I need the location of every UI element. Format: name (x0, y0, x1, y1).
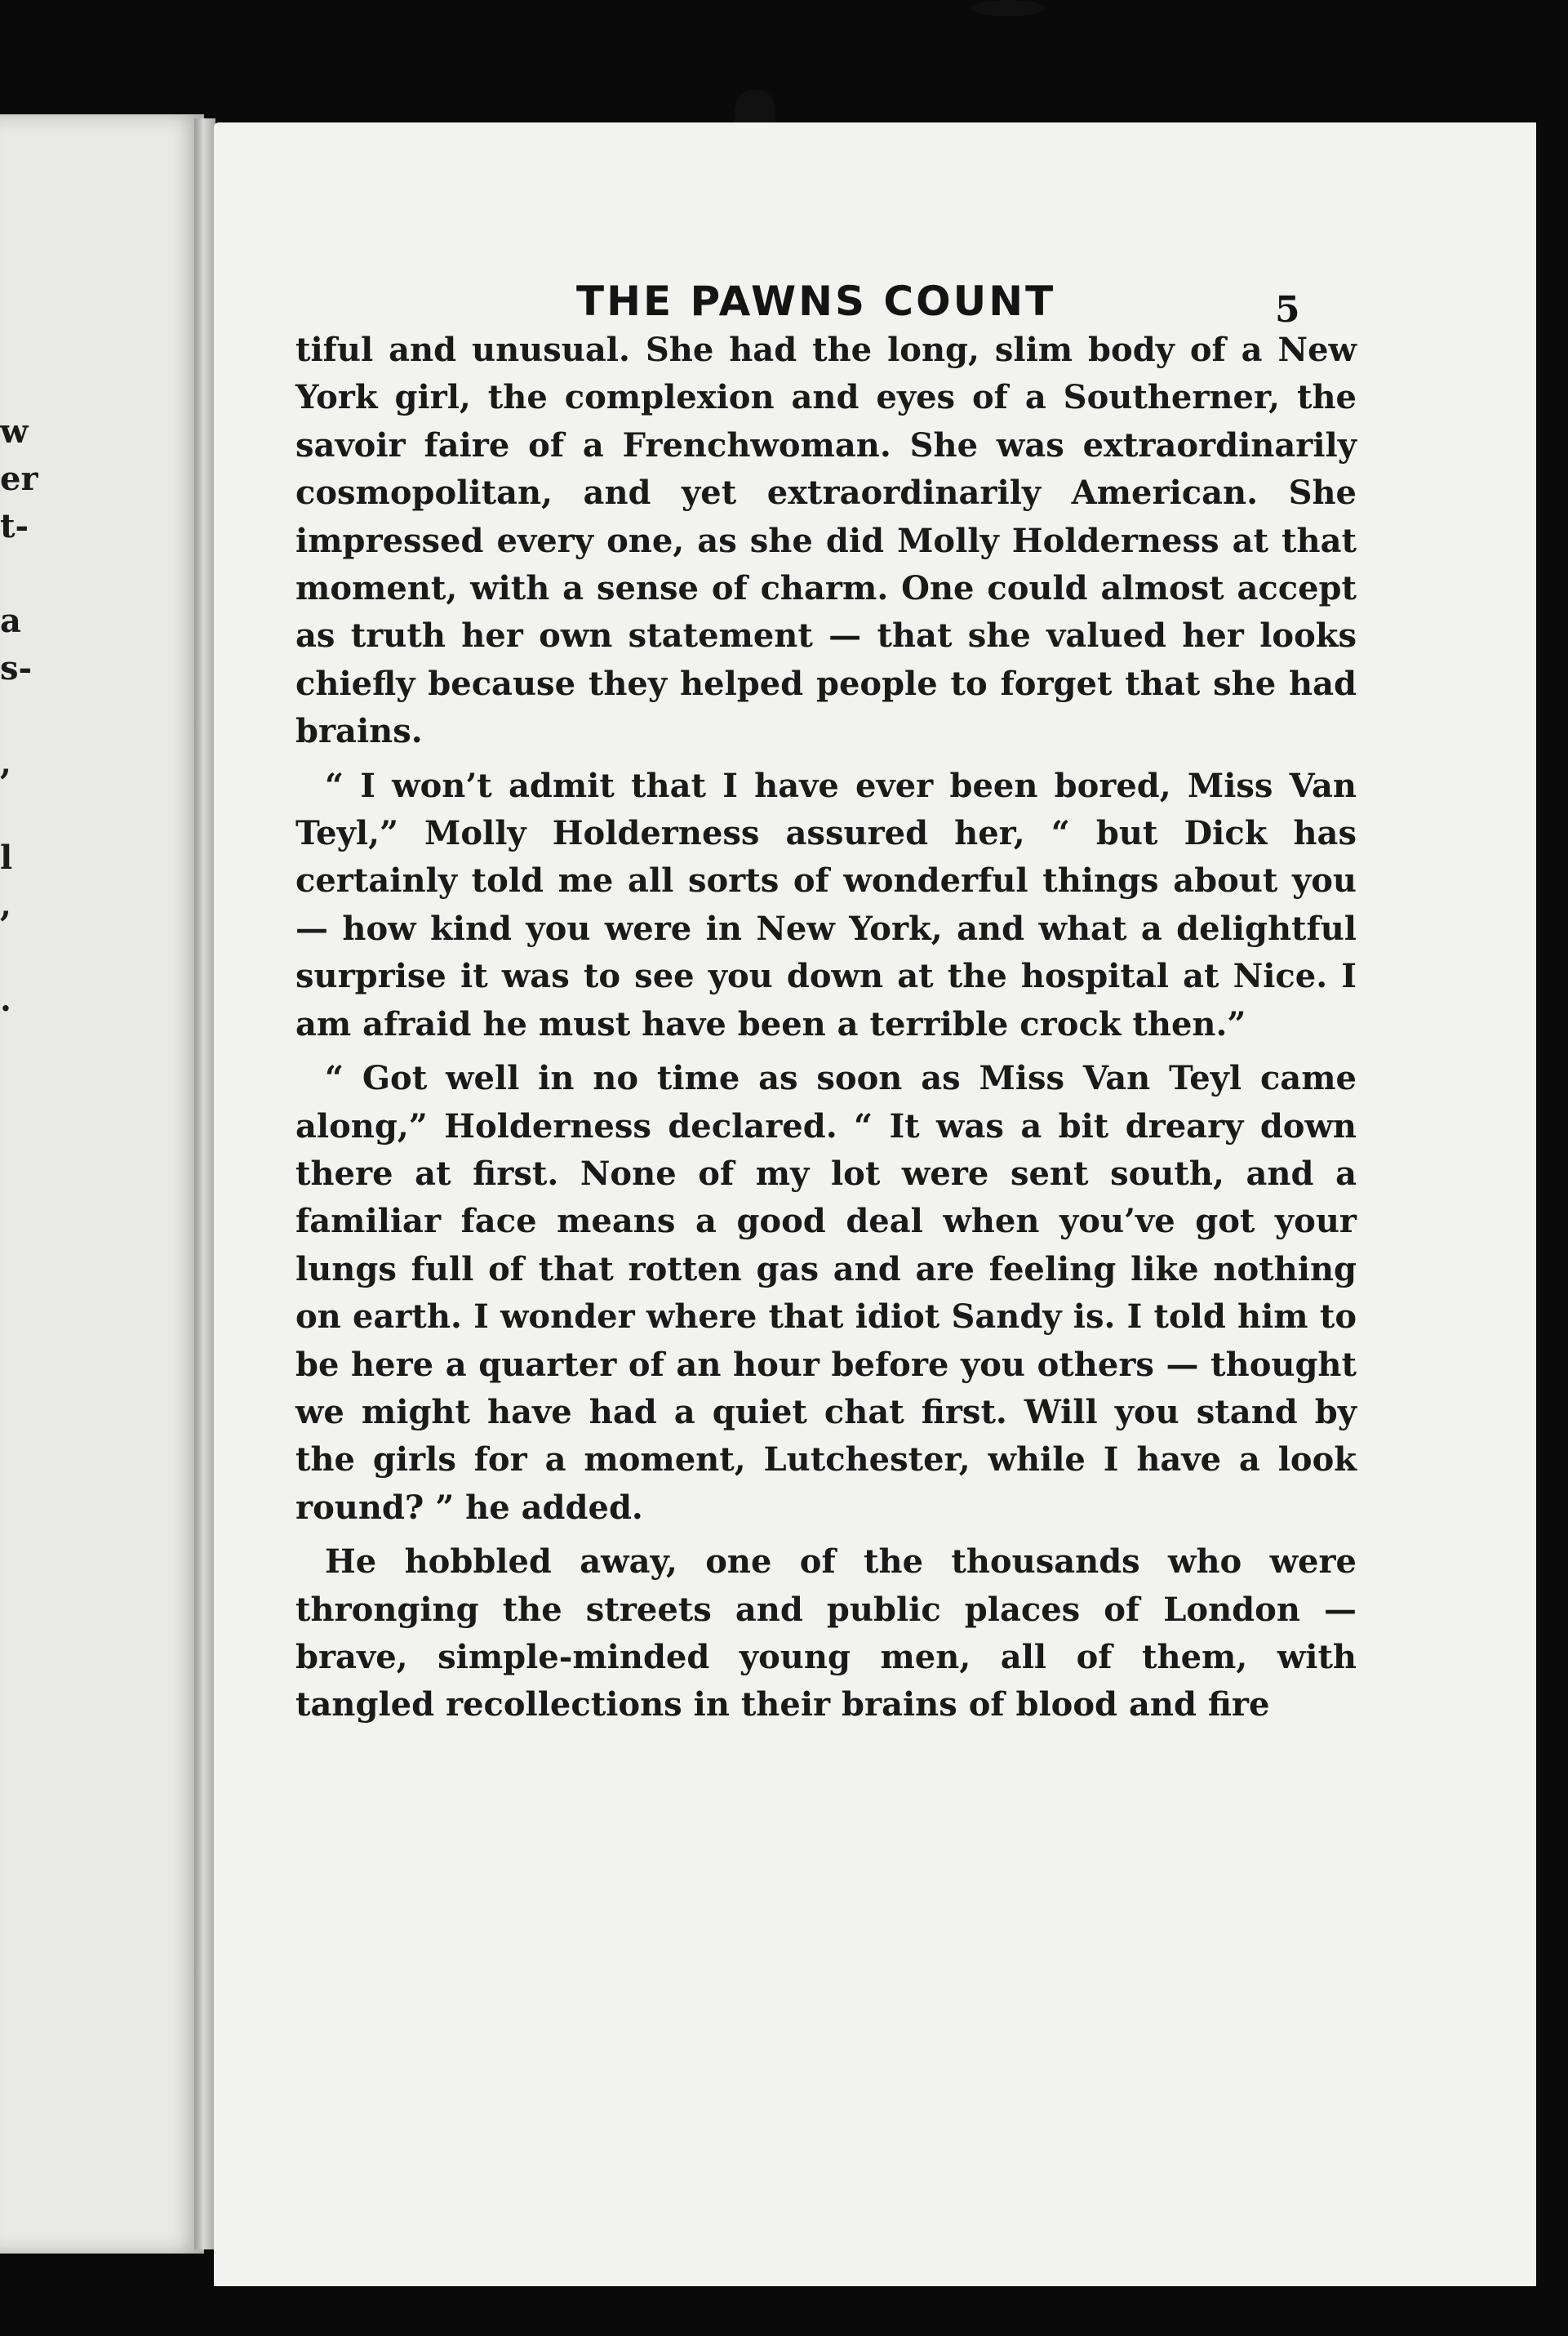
paragraph: “ Got well in no time as soon as Miss Van Teyl came along,” Holderness declared. “ It was a bit dreary down there at first. None of my lot were sent south, and a familiar face means a good deal when you’ve got your lungs full of that rotten gas and are feeling like nothing on earth. I wonder where that idiot Sandy is. I told him to be here a quarter of an hour before you others — thought we might have had a quiet chat first. Will you stand by the girls for a moment, Lutchester, while I have a look round? ” he added. (295, 1059, 1357, 1527)
page-number: 5 (1275, 289, 1300, 331)
facing-left-page (0, 114, 204, 2254)
left-fragment: w (0, 412, 29, 451)
left-fragment: l (0, 839, 13, 877)
left-fragment: er (0, 460, 38, 498)
left-fragment (0, 929, 49, 977)
scan-speck (971, 0, 1045, 16)
running-title: THE PAWNS COUNT (576, 278, 1056, 325)
left-page-text-fragments (0, 408, 49, 1024)
page-body-text (295, 327, 1357, 1736)
book-gutter (194, 118, 215, 2249)
book-page (214, 122, 1536, 2286)
left-fragment: . (0, 981, 11, 1019)
paragraph: “ I won’t admit that I have ever been bored, Miss Van Teyl,” Molly Holderness assured her, “ but Dick has certainly told me all sorts of wonderful things about you — how kind you were in New York, and what a delightful surprise it was to see you down at the hospital at Nice. I am afraid he must have been a terrible crock then.” (295, 766, 1357, 1043)
paragraph: tiful and unusual. She had the long, slim body of a New York girl, the complexion and eyes of a Southerner, the savoir faire of a Frenchwoman. She was extraordinarily cosmopolitan, and yet extraordinarily American. She impressed every one, as she did Molly Holderness at that moment, with a sense of charm. One could almost accept as truth her own statement — that she valued her looks chiefly because they helped people to forget that she had brains. (295, 331, 1357, 751)
left-fragment (0, 692, 49, 740)
left-fragment: , (0, 886, 11, 924)
left-fragment (0, 787, 49, 834)
paragraph: He hobbled away, one of the thousands who were thronging the streets and public places of London — brave, simple-minded young men, all of them, with tangled recollections in their brains of blood and fire (295, 1542, 1357, 1724)
left-fragment: s- (0, 649, 33, 687)
left-fragment: , (0, 744, 11, 782)
left-fragment: a (0, 602, 21, 640)
left-fragment: t- (0, 507, 29, 545)
left-fragment (0, 550, 49, 598)
